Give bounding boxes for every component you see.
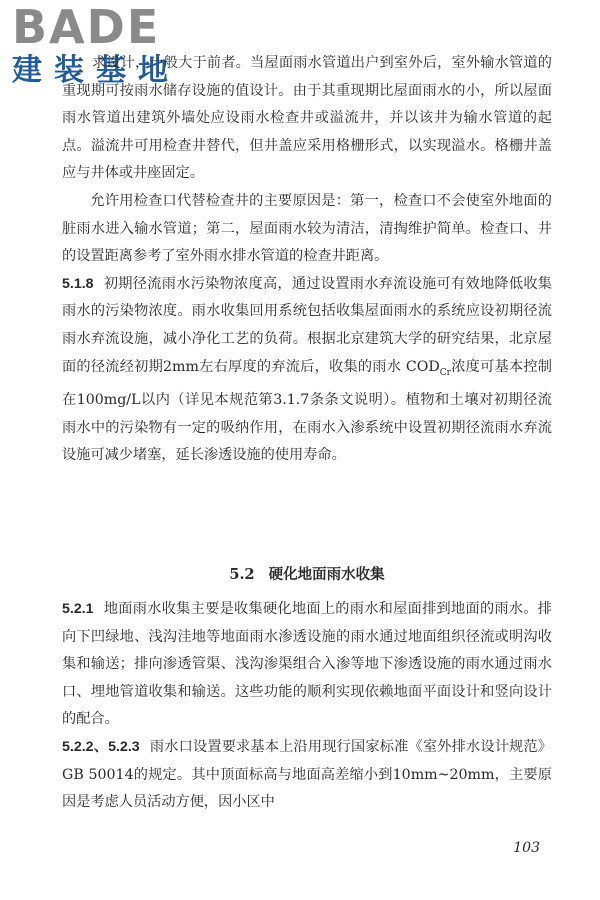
text-block-lower — [62, 596, 552, 817]
paragraph-clause — [62, 271, 552, 470]
clause-text: 浓度可基本控制在100mg/L以内（详见本规范第3.1.7条条文说明）。植物和土壤对初期径流雨水中的污染物有一定的吸纳作用，在雨水入渗系统中设置初期径流雨水弃流设施可减少堵塞，延长渗透设施的使用寿命。 — [62, 358, 552, 464]
section-title: 硬化地面雨水收集 — [268, 566, 385, 583]
logo-chinese: 建装基地 — [12, 53, 180, 88]
clause-text: 雨水口设置要求基本上沿用现行国家标准《室外排水设计规范》GB 50014的规定。其中顶面标高与地面高差缩小到10mm~20mm，主要原因是考虑人员活动方便，因小区中 — [62, 738, 552, 811]
page-number: 103 — [513, 840, 540, 856]
clause-number: 5.1.8 — [62, 275, 94, 292]
paragraph-clause — [62, 596, 552, 734]
paragraph: 允许用检查口代替检查井的主要原因是：第一，检查口不会使室外地面的脏雨水进入输水管道；第二，屋面雨水较为清洁，清掏维护简单。检查口、井的设置距离参考了室外雨水排水管道的检查井距离。 — [62, 192, 552, 265]
logo-wordmark: BADE — [12, 0, 161, 54]
section-heading — [62, 563, 552, 584]
paragraph: 求设计，一般大于前者。当屋面雨水管道出户到室外后，室外输水管道的重现期可按雨水储存设施的值设计。由于其重现期比屋面雨水的小，所以屋面雨水管道出建筑外墙处应设雨水检查井或溢流井，并以该井为输水管道的起点。溢流井可用检查井替代，但井盖应采用格栅形式，以实现溢水。格栅井盖应与井体或井座固定。 — [62, 55, 552, 182]
clause-number: 5.2.2、5.2.3 — [62, 738, 140, 755]
clause-text: 地面雨水收集主要是收集硬化地面上的雨水和屋面排到地面的雨水。排向下凹绿地、浅沟洼地等地面雨水渗透设施的雨水通过地面组织径流或明沟收集和输送；排向渗透管渠、浅沟渗渠组合入渗等地下渗透设施的雨水通过雨水口、埋地管道收集和输送。这些功能的顺利实现依赖地面平面设计和竖向设计的配合。 — [62, 601, 552, 728]
text-block-upper — [62, 50, 552, 470]
subscript: Cr — [439, 367, 451, 378]
section-number: 5.2 — [229, 566, 255, 583]
paragraph-clause — [62, 734, 552, 817]
clause-number: 5.2.1 — [62, 601, 94, 617]
clause-text: 初期径流雨水污染物浓度高，通过设置雨水弃流设施可有效地降低收集雨水的污染物浓度。雨水收集回用系统包括收集屋面雨水的系统应设初期径流雨水弃流设施，减小净化工艺的负荷。根据北京建筑大学的研究结果，北京屋面的径流经初期2mm左右厚度的弃流后，收集的雨水 COD — [62, 275, 552, 375]
